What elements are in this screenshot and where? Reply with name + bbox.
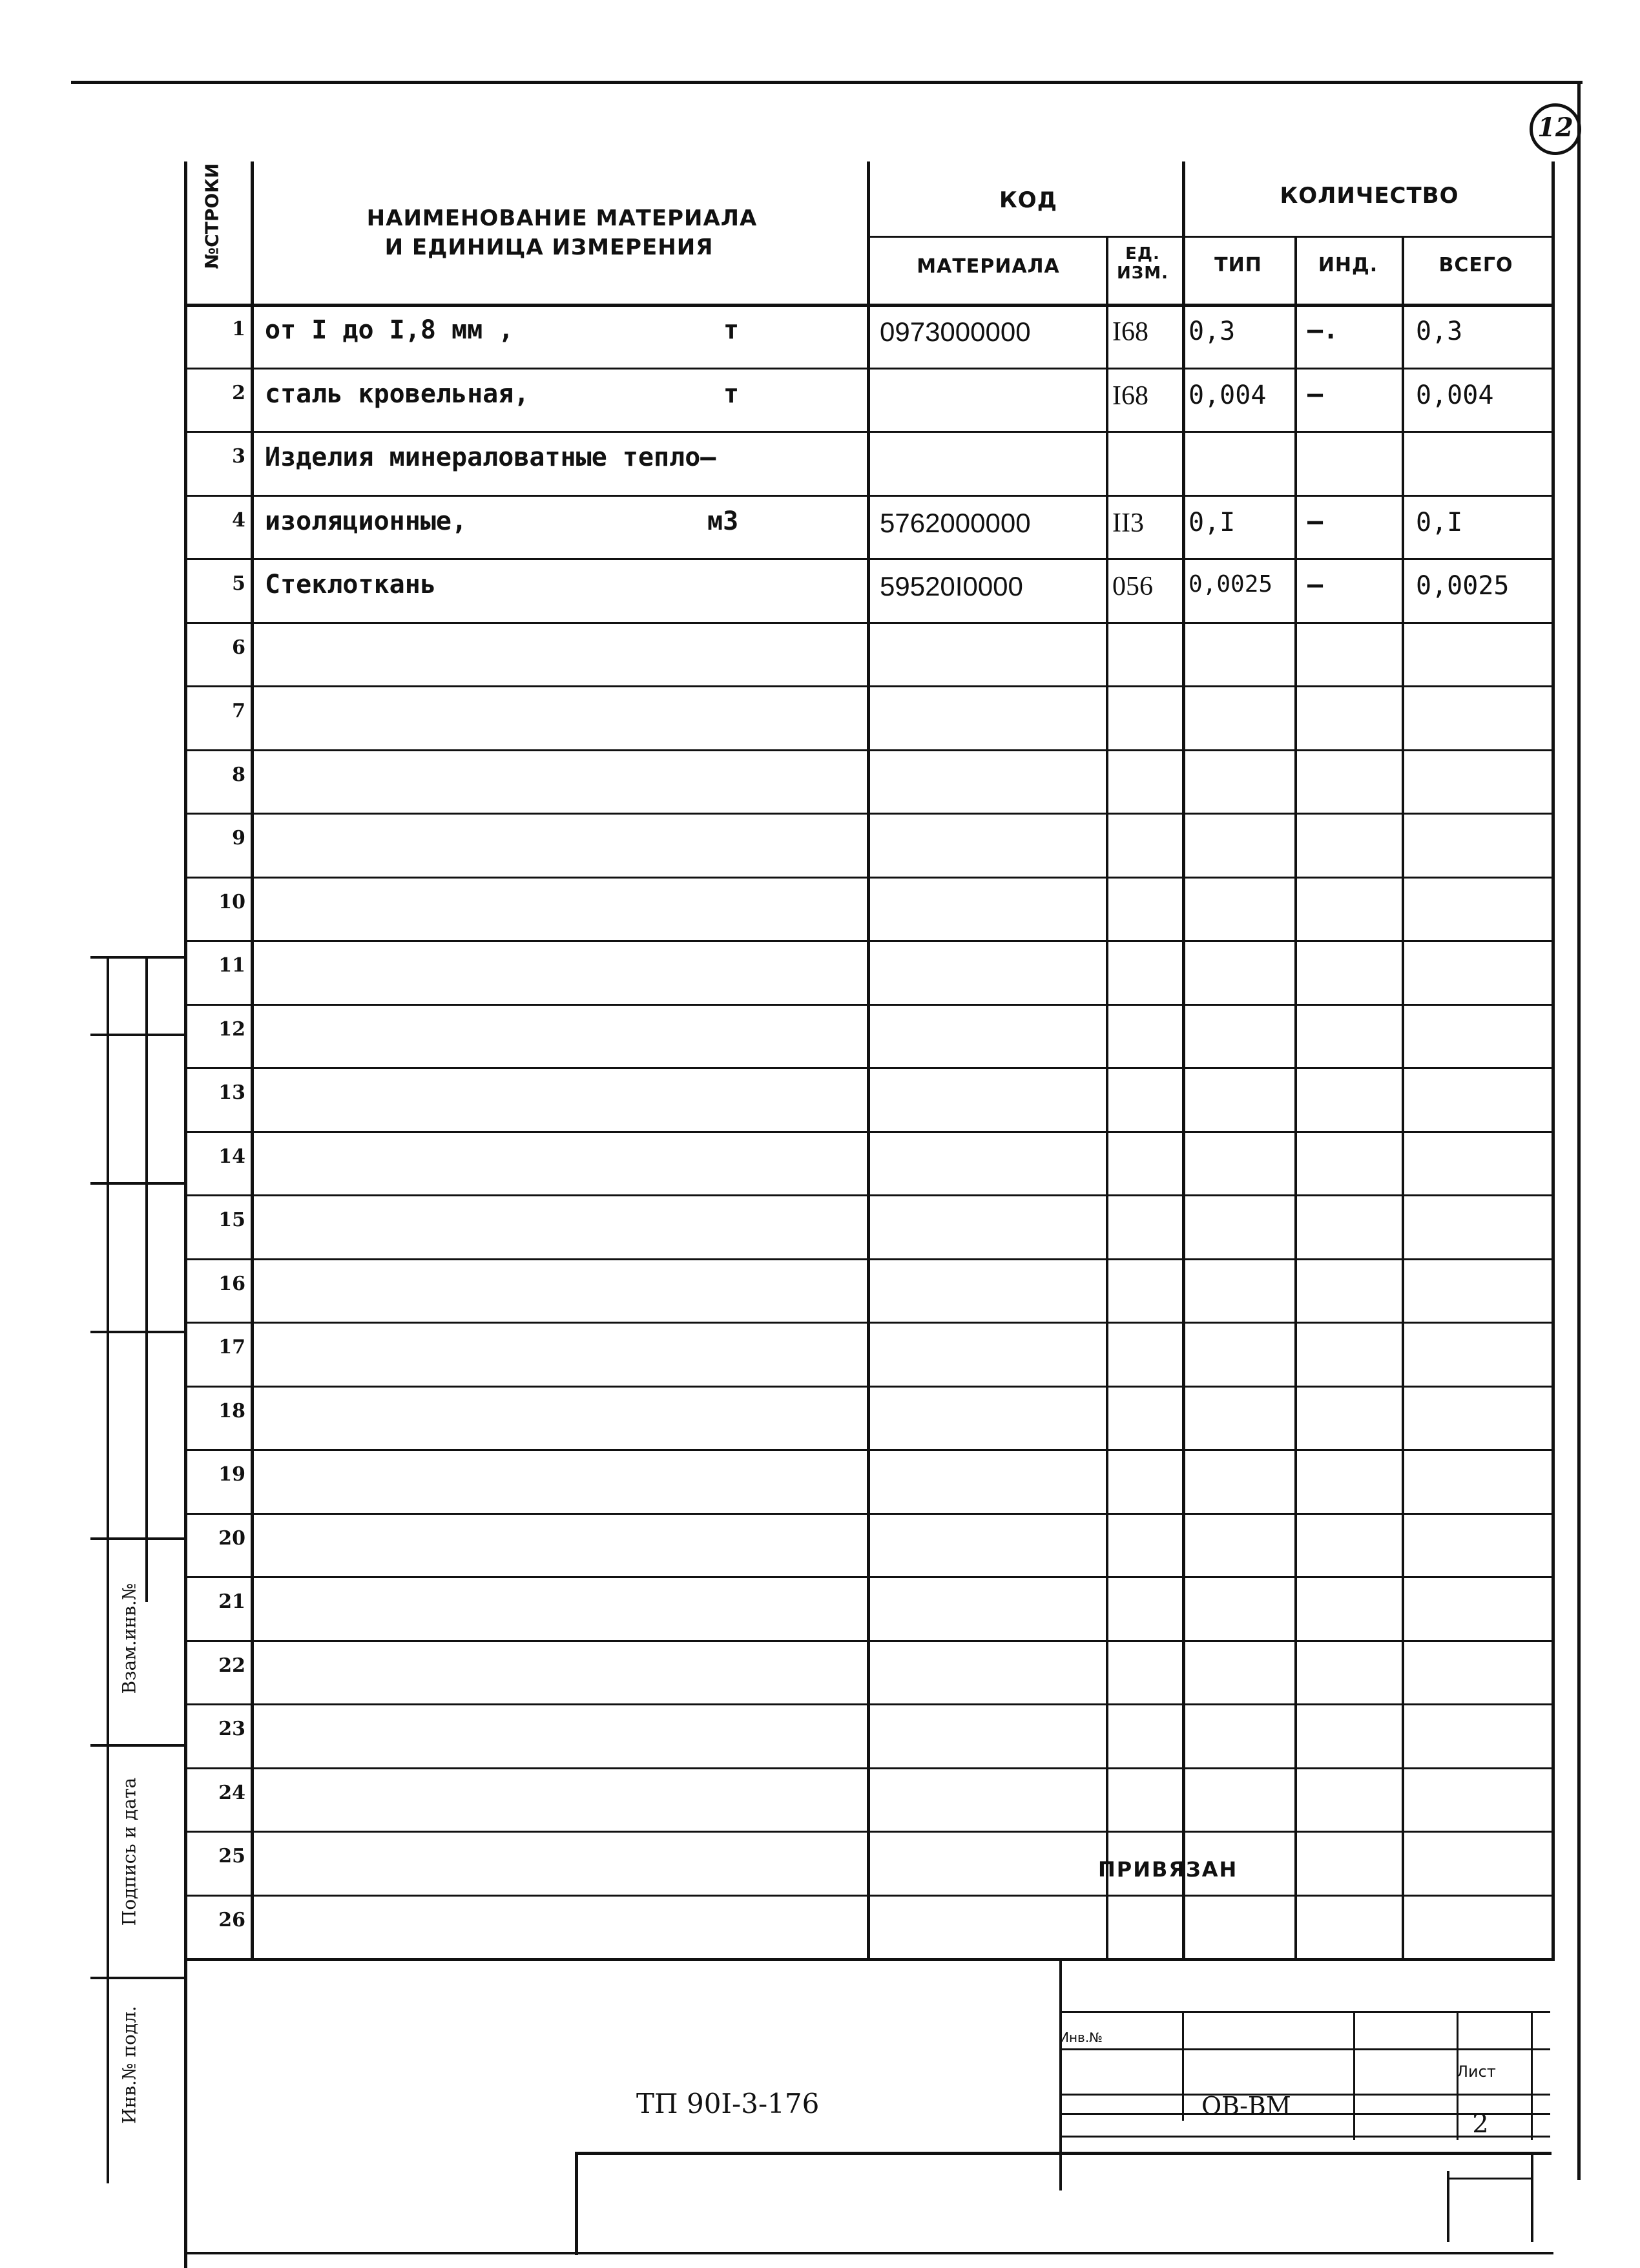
- stamp-left-line: [1059, 1958, 1062, 2190]
- row-divider: [184, 685, 1555, 687]
- stamp-inv-label: Инв.№: [1059, 2030, 1103, 2045]
- row-divider: [184, 1703, 1555, 1705]
- row-divider: [184, 1258, 1555, 1260]
- stamp-col-2: [1353, 2011, 1355, 2140]
- stamp-sheet-number: 2: [1472, 2109, 1489, 2139]
- row-divider: [184, 622, 1555, 624]
- sheet-box-mid: [1447, 2178, 1531, 2180]
- row-divider: [184, 1576, 1555, 1578]
- row-divider: [184, 368, 1555, 369]
- row-material-code: 5762000000: [880, 507, 1031, 538]
- row-divider: [184, 431, 1555, 433]
- row-number: 14: [218, 1145, 245, 1168]
- stamp-col-4: [1531, 2011, 1533, 2140]
- row-number: 22: [218, 1654, 245, 1677]
- row-divider: [184, 1958, 1555, 1961]
- side-strip-divider: [90, 1034, 187, 1036]
- row-unit-code: 056: [1112, 572, 1153, 601]
- row-divider: [184, 1449, 1555, 1451]
- header-qty-ind: ИНД.: [1318, 254, 1378, 276]
- row-number: 20: [218, 1526, 245, 1550]
- side-label-signature: Подпись и дата: [118, 1777, 140, 1926]
- row-qty-ind: –: [1307, 379, 1323, 409]
- row-material-name: от I до I,8 мм ,: [265, 315, 514, 345]
- title-block-left: [575, 2152, 578, 2255]
- header-qty-type: ТИП: [1214, 254, 1262, 276]
- row-qty-type: 0,0025: [1188, 571, 1273, 598]
- side-strip-divider: [90, 1182, 187, 1185]
- side-strip-inner-line: [107, 956, 109, 2183]
- sheet-box-left: [1447, 2171, 1449, 2242]
- header-name-line1: НАИМЕНОВАНИЕ МАТЕРИАЛА: [366, 205, 758, 231]
- row-divider: [184, 940, 1555, 942]
- row-unit-code: I68: [1112, 317, 1148, 347]
- stamp-bound-label: ПРИВЯЗАН: [1098, 1857, 1238, 1882]
- row-divider: [184, 1767, 1555, 1769]
- table-left-border: [184, 161, 187, 2268]
- row-divider: [184, 1513, 1555, 1515]
- row-qty-total: 0,0025: [1416, 571, 1510, 601]
- right-outer-line: [1577, 81, 1581, 2180]
- side-strip-divider: [90, 1331, 187, 1333]
- row-qty-type: 0,I: [1188, 507, 1236, 537]
- row-number: 13: [218, 1081, 245, 1104]
- stamp-line-2: [1059, 2048, 1550, 2050]
- row-divider: [184, 1004, 1555, 1006]
- row-number: 6: [232, 636, 245, 659]
- row-unit-code: I68: [1112, 380, 1148, 411]
- row-number: 1: [232, 318, 245, 340]
- row-divider: [184, 1386, 1555, 1388]
- stamp-sheet-label: Лист: [1457, 2063, 1496, 2081]
- row-material-name: изоляционные,: [265, 506, 468, 536]
- row-number: 15: [218, 1209, 245, 1231]
- header-code-unit: ЕД. ИЗМ.: [1117, 244, 1168, 283]
- row-divider: [184, 495, 1555, 497]
- row-number: 21: [218, 1590, 245, 1613]
- row-divider: [184, 749, 1555, 751]
- side-label-exchange: Взам.инв.№: [118, 1583, 140, 1694]
- row-qty-total: 0,I: [1416, 507, 1463, 537]
- row-number: 9: [232, 827, 245, 849]
- side-label-inventory: Инв.№ подл.: [118, 2006, 140, 2124]
- row-number: 10: [218, 890, 245, 913]
- row-divider: [184, 1194, 1555, 1196]
- row-number: 23: [218, 1718, 245, 1740]
- header-mid-line: [867, 236, 1552, 238]
- row-material-unit: т: [723, 315, 740, 345]
- row-number: 16: [218, 1272, 245, 1295]
- header-qty-group: КОЛИЧЕСТВО: [1280, 183, 1459, 209]
- row-number: 8: [232, 763, 245, 786]
- row-number: 7: [232, 700, 245, 722]
- row-divider: [184, 1067, 1555, 1069]
- header-name-line2: И ЕДИНИЦА ИЗМЕРЕНИЯ: [384, 234, 714, 260]
- row-number: 26: [218, 1908, 245, 1931]
- header-code-material: МАТЕРИАЛА: [917, 255, 1060, 278]
- row-number: 24: [218, 1781, 245, 1804]
- row-divider: [184, 1831, 1555, 1833]
- row-material-unit: м3: [707, 506, 739, 536]
- row-divider: [184, 1640, 1555, 1642]
- header-row-no: №СТРОКИ: [201, 163, 223, 269]
- row-divider: [184, 813, 1555, 815]
- sheet-box-right: [1531, 2152, 1533, 2242]
- row-material-name: сталь кровельная,: [265, 379, 530, 409]
- row-number: 12: [218, 1017, 245, 1041]
- stamp-col-1: [1182, 2011, 1184, 2121]
- row-qty-total: 0,004: [1416, 380, 1494, 410]
- stamp-doc-code: ТП 90I-3-176: [636, 2088, 820, 2119]
- row-qty-ind: –: [1307, 570, 1323, 599]
- row-unit-code: II3: [1112, 508, 1144, 538]
- stamp-line-3: [1059, 2094, 1550, 2096]
- row-divider: [184, 1322, 1555, 1324]
- row-divider: [184, 1131, 1555, 1133]
- row-qty-total: 0,3: [1416, 317, 1463, 346]
- row-number: 25: [218, 1845, 245, 1867]
- row-material-code: 0973000000: [880, 317, 1031, 347]
- header-code-group: КОД: [999, 187, 1057, 213]
- row-number: 18: [218, 1399, 245, 1422]
- top-border-line: [71, 81, 1583, 84]
- row-material-code: 59520I0000: [880, 571, 1023, 601]
- row-qty-ind: –.: [1307, 315, 1339, 345]
- header-qty-total: ВСЕГО: [1438, 254, 1513, 276]
- row-qty-type: 0,004: [1188, 380, 1267, 410]
- row-divider: [184, 558, 1555, 560]
- stamp-line-1: [1059, 2011, 1550, 2013]
- title-block-top: [575, 2152, 1552, 2155]
- side-strip-column-line: [145, 956, 148, 1602]
- row-divider: [184, 877, 1555, 879]
- page-number: 12: [1537, 112, 1573, 143]
- row-number: 2: [232, 381, 245, 404]
- row-material-name: Стеклоткань: [265, 570, 436, 599]
- title-block-bottom: [184, 2252, 1553, 2254]
- row-divider: [184, 1895, 1555, 1897]
- row-number: 19: [218, 1463, 245, 1486]
- stamp-doc-mark: ОВ-ВМ: [1201, 2092, 1291, 2120]
- row-number: 17: [218, 1336, 245, 1358]
- row-number: 3: [232, 445, 245, 468]
- side-strip-top-line: [90, 956, 187, 959]
- row-number: 11: [218, 954, 245, 977]
- row-material-unit: т: [723, 379, 740, 409]
- row-qty-type: 0,3: [1188, 317, 1236, 346]
- row-qty-ind: –: [1307, 506, 1323, 536]
- row-number: 5: [232, 572, 245, 595]
- row-number: 4: [232, 508, 245, 532]
- row-material-name: Изделия минераловатные тепло–: [265, 442, 716, 472]
- header-bottom-line: [184, 304, 1555, 307]
- side-strip-divider: [90, 1537, 187, 1540]
